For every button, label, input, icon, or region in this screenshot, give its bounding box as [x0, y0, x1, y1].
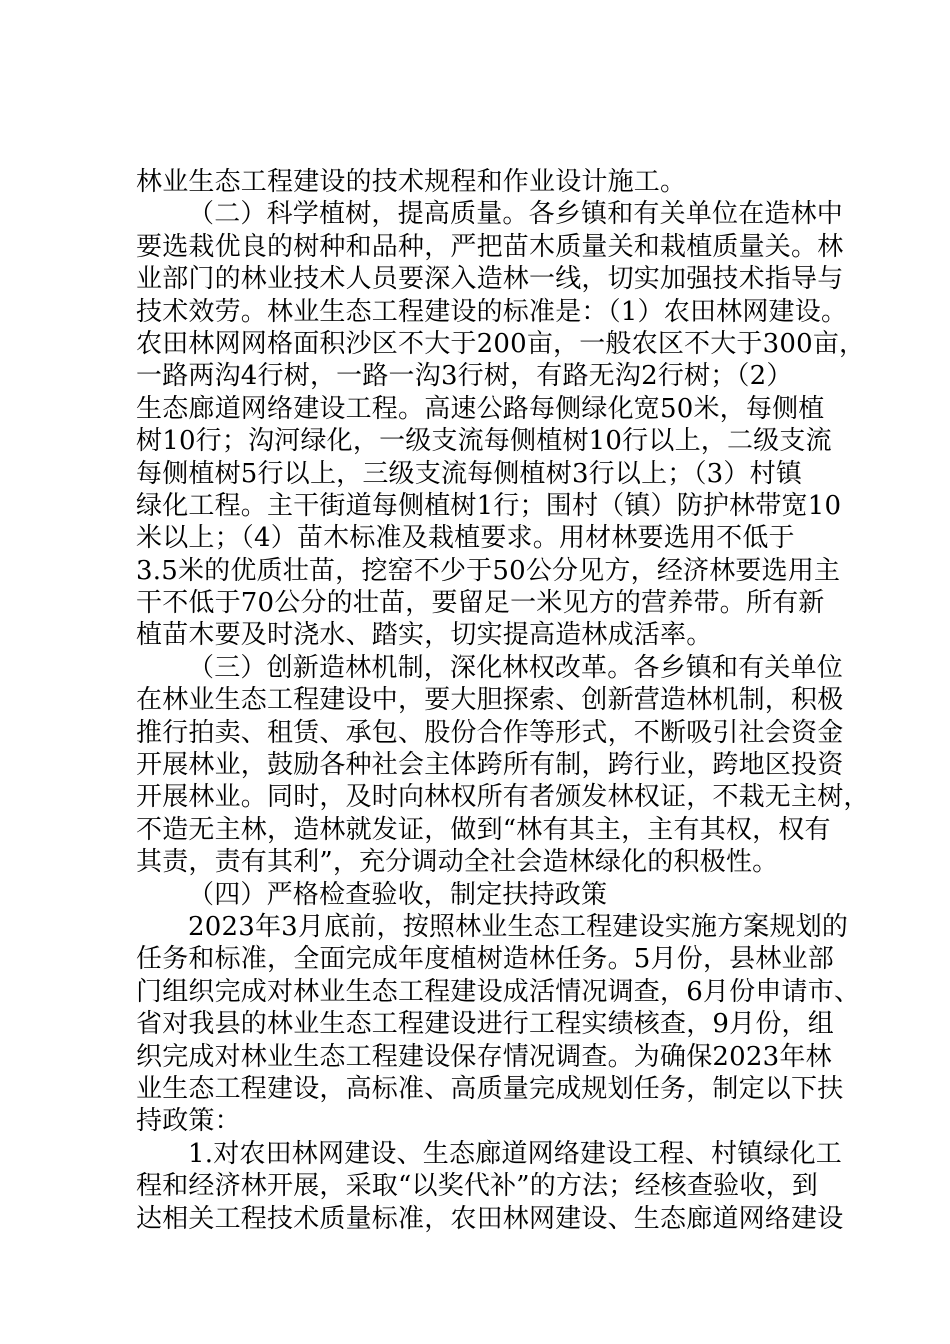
text-line: 树10行；沟河绿化，一级支流每侧植树10行以上，二级支流 [136, 426, 832, 457]
text-line: 植苗木要及时浇水、踏实，切实提高造林成活率。 [136, 620, 713, 651]
text-line: 林业生态工程建设的技术规程和作业设计施工。 [136, 167, 687, 197]
text-line: 每侧植树5行以上，三级支流每侧植树3行以上；（3）村镇 [136, 458, 803, 489]
text-line: 业部门的林业技术人员要深入造林一线，切实加强技术指导与 [136, 264, 844, 295]
text-line: 推行拍卖、租赁、承包、股份合作等形式，不断吸引社会资金 [136, 717, 844, 748]
text-line: 3.5米的优质壮苗，挖窑不少于50公分见方，经济林要选用主 [136, 555, 841, 586]
text-line: 业生态工程建设，高标准、高质量完成规划任务，制定以下扶 [136, 1073, 844, 1104]
text-line: 其责，责有其利”，充分调动全社会造林绿化的积极性。 [136, 847, 779, 878]
text-line: 开展林业。同时，及时向林权所有者颁发林权证，不栽无主树， [136, 782, 870, 813]
text-line: 持政策： [136, 1106, 241, 1137]
text-line: 不造无主林，造林就发证，做到“林有其主，主有其权，权有 [136, 814, 831, 845]
text-line: 要选栽优良的树种和品种，严把苗木质量关和栽植质量关。林 [136, 231, 844, 262]
text-line: 门组织完成对林业生态工程建设成活情况调查，6月份申请市、 [136, 976, 861, 1007]
text-line: （四）严格检查验收，制定扶持政策 [188, 879, 608, 910]
text-line: 省对我县的林业生态工程建设进行工程实绩核查，9月份，组 [136, 1009, 834, 1040]
text-line: （三）创新造林机制，深化林权改革。各乡镇和有关单位 [188, 652, 844, 683]
document-body [136, 166, 870, 1235]
text-line: 一路两沟4行树，一路一沟3行树，有路无沟2行树；（2） [136, 361, 793, 392]
text-line: 达相关工程技术质量标准，农田林网建设、生态廊道网络建设 [136, 1203, 844, 1234]
text-line: 技术效劳。林业生态工程建设的标准是：（1）农田林网建设。 [136, 296, 848, 327]
text-line: 任务和标准，全面完成年度植树造林任务。5月份，县林业部 [136, 944, 834, 975]
text-line: 绿化工程。主干街道每侧植树1行；围村（镇）防护林带宽10 [136, 490, 842, 521]
text-line: 程和经济林开展，采取“以奖代补”的方法；经核查验收，到 [136, 1171, 818, 1202]
text-line: 在林业生态工程建设中，要大胆探索、创新营造林机制，积极 [136, 685, 844, 716]
text-line: 米以上；（4）苗木标准及栽植要求。用材林要选用不低于 [136, 523, 795, 554]
text-line: 开展林业，鼓励各种社会主体跨所有制，跨行业，跨地区投资 [136, 750, 844, 781]
text-line: 干不低于70公分的壮苗，要留足一米见方的营养带。所有新 [136, 588, 825, 619]
text-line: 生态廊道网络建设工程。高速公路每侧绿化宽50米，每侧植 [136, 393, 825, 424]
text-line: 1.对农田林网建设、生态廊道网络建设工程、村镇绿化工 [188, 1138, 843, 1169]
text-line: （二）科学植树，提高质量。各乡镇和有关单位在造林中 [188, 199, 844, 230]
text-line: 农田林网网格面积沙区不大于200亩，一般农区不大于300亩， [136, 328, 866, 359]
text-line: 织完成对林业生态工程建设保存情况调查。为确保2023年林 [136, 1041, 832, 1072]
text-line: 2023年3月底前，按照林业生态工程建设实施方案规划的 [188, 911, 849, 942]
